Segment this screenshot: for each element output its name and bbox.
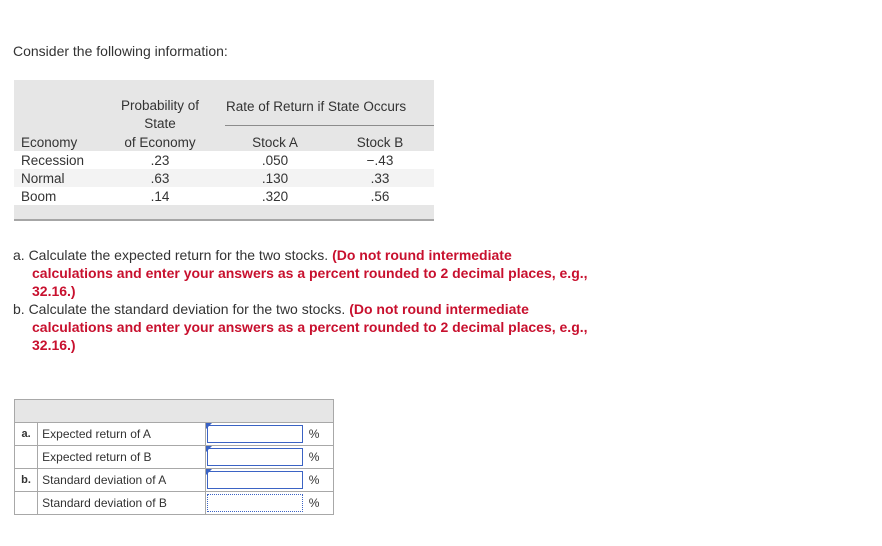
answer-row xyxy=(15,492,334,515)
part-label xyxy=(15,492,38,515)
header-probability-line3: of Economy xyxy=(124,135,196,150)
row-boom-a: .320 xyxy=(261,189,289,204)
row-normal-prob: .63 xyxy=(150,171,170,186)
question-a-instruction-1: (Do not round intermediate xyxy=(332,247,512,263)
header-economy: Economy xyxy=(21,135,78,150)
answer-label: Expected return of A xyxy=(38,423,206,446)
row-boom-state: Boom xyxy=(21,189,57,204)
expected-return-b-input[interactable] xyxy=(207,448,303,466)
row-recession-state: Recession xyxy=(21,153,85,168)
answer-row xyxy=(15,446,334,469)
std-dev-b-input[interactable] xyxy=(207,494,303,512)
percent-unit: % xyxy=(305,446,334,469)
row-boom-b: .56 xyxy=(370,189,390,204)
answer-flag-icon xyxy=(206,423,212,429)
header-rule xyxy=(225,125,434,126)
answer-row xyxy=(15,469,334,492)
row-recession-a: .050 xyxy=(261,153,289,168)
question-a-instruction-2: calculations and enter your answers as a percent rounded to 2 decimal places, e.g., xyxy=(32,265,588,281)
row-recession-b: −.43 xyxy=(366,153,394,168)
row-normal-a: .130 xyxy=(261,171,289,186)
row-recession-prob: .23 xyxy=(150,153,170,168)
row-boom-prob: .14 xyxy=(150,189,170,204)
part-label xyxy=(15,446,38,469)
answer-input-cell xyxy=(206,492,305,515)
answer-flag-icon xyxy=(206,469,212,475)
row-normal-state: Normal xyxy=(21,171,65,186)
table-bottom-rule xyxy=(14,219,434,221)
question-a-prefix: a. Calculate the expected return for the two stocks. xyxy=(13,247,329,263)
header-stock-b: Stock B xyxy=(356,135,404,150)
header-rate-of-return: Rate of Return if State Occurs xyxy=(226,99,407,114)
answer-table xyxy=(14,399,334,515)
header-stock-a: Stock A xyxy=(252,135,298,150)
info-table xyxy=(14,80,434,221)
std-dev-a-input[interactable] xyxy=(207,471,303,489)
expected-return-a-input[interactable] xyxy=(207,425,303,443)
header-probability-line1: Probability of xyxy=(120,98,200,113)
question-b-instruction-2: calculations and enter your answers as a percent rounded to 2 decimal places, e.g., xyxy=(32,319,588,335)
answer-label: Standard deviation of A xyxy=(38,469,206,492)
answer-label: Expected return of B xyxy=(38,446,206,469)
percent-unit: % xyxy=(305,492,334,515)
percent-unit: % xyxy=(305,469,334,492)
answer-header-cell xyxy=(15,400,334,423)
answer-row xyxy=(15,423,334,446)
intro-text: Consider the following information: xyxy=(13,43,228,59)
part-label: b. xyxy=(15,469,38,492)
answer-input-cell xyxy=(206,423,305,446)
answer-input-cell xyxy=(206,469,305,492)
part-label: a. xyxy=(15,423,38,446)
question-b xyxy=(13,300,588,354)
answer-input-cell xyxy=(206,446,305,469)
question-b-instruction-1: (Do not round intermediate xyxy=(349,301,529,317)
row-normal-b: .33 xyxy=(370,171,390,186)
header-probability-line2: State xyxy=(144,116,176,131)
question-a-instruction-3: 32.16.) xyxy=(32,283,76,299)
question-b-instruction-3: 32.16.) xyxy=(32,337,76,353)
percent-unit: % xyxy=(305,423,334,446)
answer-label: Standard deviation of B xyxy=(38,492,206,515)
answer-flag-icon xyxy=(206,446,212,452)
question-b-prefix: b. Calculate the standard deviation for the two stocks. xyxy=(13,301,346,317)
answer-table-header xyxy=(15,400,334,423)
question-a xyxy=(13,246,588,300)
